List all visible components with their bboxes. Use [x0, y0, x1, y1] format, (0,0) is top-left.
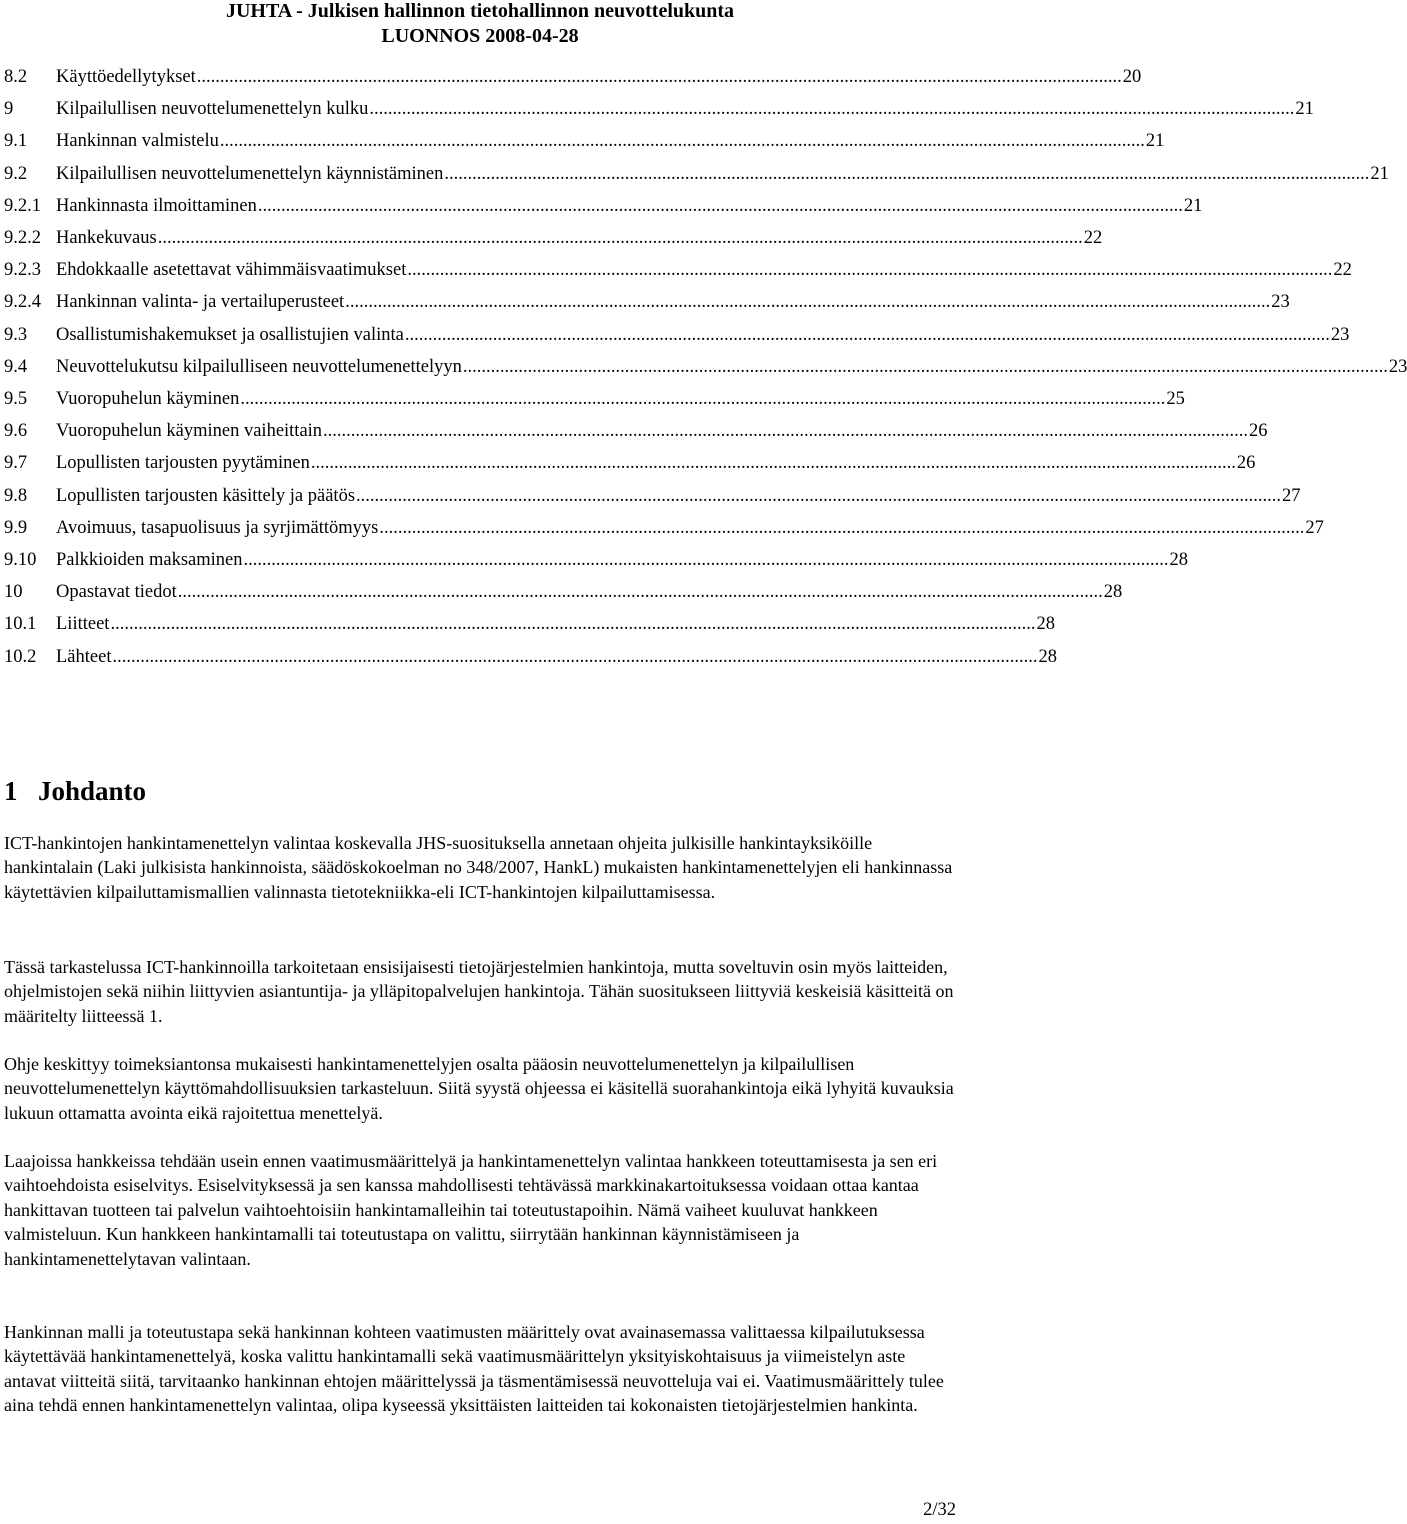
- toc-entry-number: 9.10: [4, 550, 37, 570]
- paragraph: Hankinnan malli ja toteutustapa sekä hankinnan kohteen vaatimusten määrittely ovat avainasemassa valittaessa kilpailutuksessa käytettävää hankintamenettelyä, koska valittu hankintamalli sekä vaatimusmäärittelyn yksityiskohtaisuus ja viimeistelyn aste antavat viitteitä siitä, tarvitaanko hankinnan ehtojen määrittelyssä ja täsmentämisessä neuvotteluja vai ei. Vaatimusmäärittely tulee aina tehdä ennen hankintamenettelyn valintaa, olipa kyseessä yksittäisten laitteiden tai kokonaisten tietojärjestelmien hankinta.: [4, 1322, 944, 1416]
- toc-entry-title: Hankekuvaus: [56, 228, 157, 248]
- toc-entry[interactable]: [4, 646, 1057, 675]
- toc-entry[interactable]: [4, 260, 1352, 288]
- toc-entry-title: Hankinnasta ilmoittaminen: [56, 195, 257, 216]
- toc-entry-page: 23: [1388, 356, 1407, 377]
- toc-leader-dots: ........................................................................................................................................................................................................: [112, 646, 1038, 667]
- page-number: 2/32: [923, 1500, 956, 1520]
- toc-entry-number: 10: [4, 582, 23, 603]
- toc-entry-number: 9.2: [4, 163, 28, 184]
- toc-entry[interactable]: [4, 485, 1301, 514]
- toc-entry[interactable]: [4, 292, 1290, 320]
- toc-entry[interactable]: [4, 614, 1055, 642]
- toc-entry-title: Ehdokkaalle asetettavat vähimmäisvaatimukset: [56, 260, 407, 281]
- toc-entry[interactable]: [4, 453, 1256, 481]
- toc-entry[interactable]: [4, 131, 1165, 159]
- toc-entry[interactable]: [4, 67, 1142, 95]
- toc-leader-dots: ........................................................................................................................................................................................................: [323, 421, 1249, 442]
- toc-entry-page: 28: [1169, 550, 1189, 570]
- toc-entry-number: 9.7: [4, 453, 28, 474]
- toc-leader-dots: ........................................................................................................................................................................................................: [404, 324, 1330, 345]
- toc-entry-title: Kilpailullisen neuvottelumenettelyn käynnistäminen: [56, 163, 444, 184]
- toc-leader-dots: ........................................................................................................................................................................................................: [243, 550, 1169, 570]
- toc-leader-dots: ........................................................................................................................................................................................................: [444, 163, 1370, 184]
- toc-entry-number: 9.5: [4, 389, 28, 409]
- toc-entry-number: 9: [4, 99, 14, 120]
- header-subtitle: LUONNOS 2008-04-28: [381, 25, 579, 47]
- toc-entry[interactable]: [4, 582, 1123, 610]
- toc-entry-number: 10.2: [4, 646, 37, 667]
- toc-entry[interactable]: [4, 195, 1203, 224]
- toc-entry-title: Lopullisten tarjousten pyytäminen: [56, 453, 310, 474]
- toc-entry-page: 20: [1122, 67, 1142, 87]
- toc-entry-number: 9.2.1: [4, 195, 41, 216]
- toc-leader-dots: ........................................................................................................................................................................................................: [177, 582, 1103, 603]
- toc-entry-number: 10.1: [4, 614, 37, 635]
- toc-entry[interactable]: [4, 389, 1185, 417]
- toc-entry-page: 27: [1305, 517, 1324, 538]
- toc-leader-dots: ........................................................................................................................................................................................................: [157, 228, 1083, 248]
- toc-entry-number: 9.8: [4, 485, 28, 506]
- toc-entry-title: Opastavat tiedot: [56, 582, 177, 603]
- toc-entry-page: 23: [1330, 324, 1350, 345]
- toc-leader-dots: ........................................................................................................................................................................................................: [219, 131, 1145, 152]
- toc-entry[interactable]: [4, 356, 1407, 385]
- toc-entry-page: 21: [1145, 131, 1165, 152]
- toc-entry-page: 21: [1295, 99, 1314, 120]
- toc-leader-dots: ........................................................................................................................................................................................................: [196, 67, 1122, 87]
- toc-entry-page: 22: [1333, 260, 1352, 281]
- toc-entry-number: 9.4: [4, 356, 28, 377]
- paragraph: ICT-hankintojen hankintamenettelyn valintaa koskevalla JHS-suosituksella annetaan ohjeita julkisille hankintayksiköille hankintalain (Laki julkisista hankinnoista, säädöskokoelman no 348/2007, HankL) mukaisten hankintamenettelyjen eli hankinnassa käytettävien kilpailuttamismallien valinnasta tietotekniikka-eli ICT-hankintojen kilpailuttamisessa.: [4, 833, 953, 902]
- toc-entry-number: 9.1: [4, 131, 28, 152]
- toc-entry-title: Liitteet: [56, 614, 110, 635]
- section-title: Johdanto: [38, 776, 147, 806]
- toc-leader-dots: ........................................................................................................................................................................................................: [379, 517, 1305, 538]
- toc-entry-page: 28: [1103, 582, 1123, 603]
- toc-entry-number: 9.2.3: [4, 260, 41, 281]
- toc-entry-title: Kilpailullisen neuvottelumenettelyn kulku: [56, 99, 369, 120]
- toc-entry-page: 21: [1370, 163, 1389, 184]
- toc-entry-number: 9.2.4: [4, 292, 41, 313]
- toc-entry-page: 23: [1271, 292, 1290, 313]
- toc-entry[interactable]: [4, 550, 1189, 578]
- toc-entry[interactable]: [4, 163, 1389, 192]
- toc-leader-dots: ........................................................................................................................................................................................................: [407, 260, 1333, 281]
- toc-entry[interactable]: [4, 99, 1314, 127]
- toc-leader-dots: ........................................................................................................................................................................................................: [240, 389, 1166, 409]
- toc-entry-page: 26: [1249, 421, 1268, 442]
- toc-entry-page: 25: [1166, 389, 1185, 409]
- toc-entry-title: Palkkioiden maksaminen: [56, 550, 243, 570]
- toc-entry-page: 26: [1236, 453, 1256, 474]
- paragraph: Laajoissa hankkeissa tehdään usein ennen vaatimusmäärittelyä ja hankintamenettelyn valintaa hankkeen toteuttamisesta ja sen eri vaihtoehdoista esiselvitys. Esiselvityksessä ja sen kanssa mahdollisesti tehtävässä markkinakartoituksessa voidaan ottaa kantaa hankittavan tuotteen tai palvelun vaihtoehtoisiin hankintamalleihin tai toteutustapoihin. Nämä vaiheet kuuluvat hankkeen valmisteluun. Kun hankkeen hankintamalli tai toteutustapa on valittu, siirrytään hankinnan käynnistämiseen ja hankintamenettelytavan valintaan.: [4, 1151, 938, 1269]
- toc-entry-title: Osallistumishakemukset ja osallistujien valinta: [56, 324, 404, 345]
- toc-entry-title: Vuoropuhelun käyminen vaiheittain: [56, 421, 323, 442]
- section-number: 1: [4, 776, 18, 806]
- toc-entry-page: 22: [1083, 228, 1103, 248]
- toc-entry-title: Lähteet: [56, 646, 112, 667]
- toc-entry-number: 9.6: [4, 421, 28, 442]
- toc-entry-page: 28: [1036, 614, 1055, 635]
- paragraph: Tässä tarkastelussa ICT-hankinnoilla tarkoitetaan ensisijaisesti tietojärjestelmien hankintoja, mutta soveltuvin osin myös laitteiden, ohjelmistojen sekä niihin liittyvien asiantuntija- ja ylläpitopalvelujen hankintoja. Tähän suositukseen liittyviä keskeisiä käsitteitä on määritelty liitteessä 1.: [4, 957, 954, 1026]
- toc-entry-page: 27: [1282, 485, 1301, 506]
- toc-entry[interactable]: [4, 421, 1268, 449]
- toc-entry-page: 28: [1038, 646, 1057, 667]
- toc-entry[interactable]: [4, 228, 1103, 256]
- toc-entry-number: 9.2.2: [4, 228, 41, 248]
- toc-entry-title: Lopullisten tarjousten käsittely ja päätös: [56, 485, 356, 506]
- toc-entry-title: Vuoropuhelun käyminen: [56, 389, 240, 409]
- toc-entry-title: Neuvottelukutsu kilpailulliseen neuvottelumenettelyyn: [56, 356, 462, 377]
- toc-leader-dots: ........................................................................................................................................................................................................: [110, 614, 1036, 635]
- toc-leader-dots: ........................................................................................................................................................................................................: [345, 292, 1271, 313]
- toc-entry-number: 9.3: [4, 324, 28, 345]
- toc-entry-number: 9.9: [4, 517, 28, 538]
- toc-entry-page: 21: [1183, 195, 1203, 216]
- toc-entry-title: Hankinnan valinta- ja vertailuperusteet: [56, 292, 345, 313]
- toc-leader-dots: ........................................................................................................................................................................................................: [310, 453, 1236, 474]
- toc-leader-dots: ........................................................................................................................................................................................................: [356, 485, 1282, 506]
- toc-leader-dots: ........................................................................................................................................................................................................: [369, 99, 1295, 120]
- toc-entry-number: 8.2: [4, 67, 28, 87]
- toc-entry-title: Käyttöedellytykset: [56, 67, 196, 87]
- header-title: JUHTA - Julkisen hallinnon tietohallinnon neuvottelukunta: [225, 0, 735, 22]
- toc-leader-dots: ........................................................................................................................................................................................................: [462, 356, 1388, 377]
- toc-entry-title: Hankinnan valmistelu: [56, 131, 219, 152]
- section-heading: [4, 776, 146, 807]
- toc-entry[interactable]: [4, 517, 1324, 546]
- paragraph: Ohje keskittyy toimeksiantonsa mukaisesti hankintamenettelyjen osalta pääosin neuvottelumenettelyn ja kilpailullisen neuvottelumenettelyn käyttömahdollisuuksien tarkasteluun. Siitä syystä ohjeessa ei käsitellä suorahankintoja eikä lyhyitä kuvauksia lukuun ottamatta avointa eikä rajoitettua menettelyä.: [4, 1054, 954, 1123]
- toc-entry-title: Avoimuus, tasapuolisuus ja syrjimättömyys: [56, 517, 379, 538]
- toc-leader-dots: ........................................................................................................................................................................................................: [257, 195, 1183, 216]
- toc-entry[interactable]: [4, 324, 1350, 353]
